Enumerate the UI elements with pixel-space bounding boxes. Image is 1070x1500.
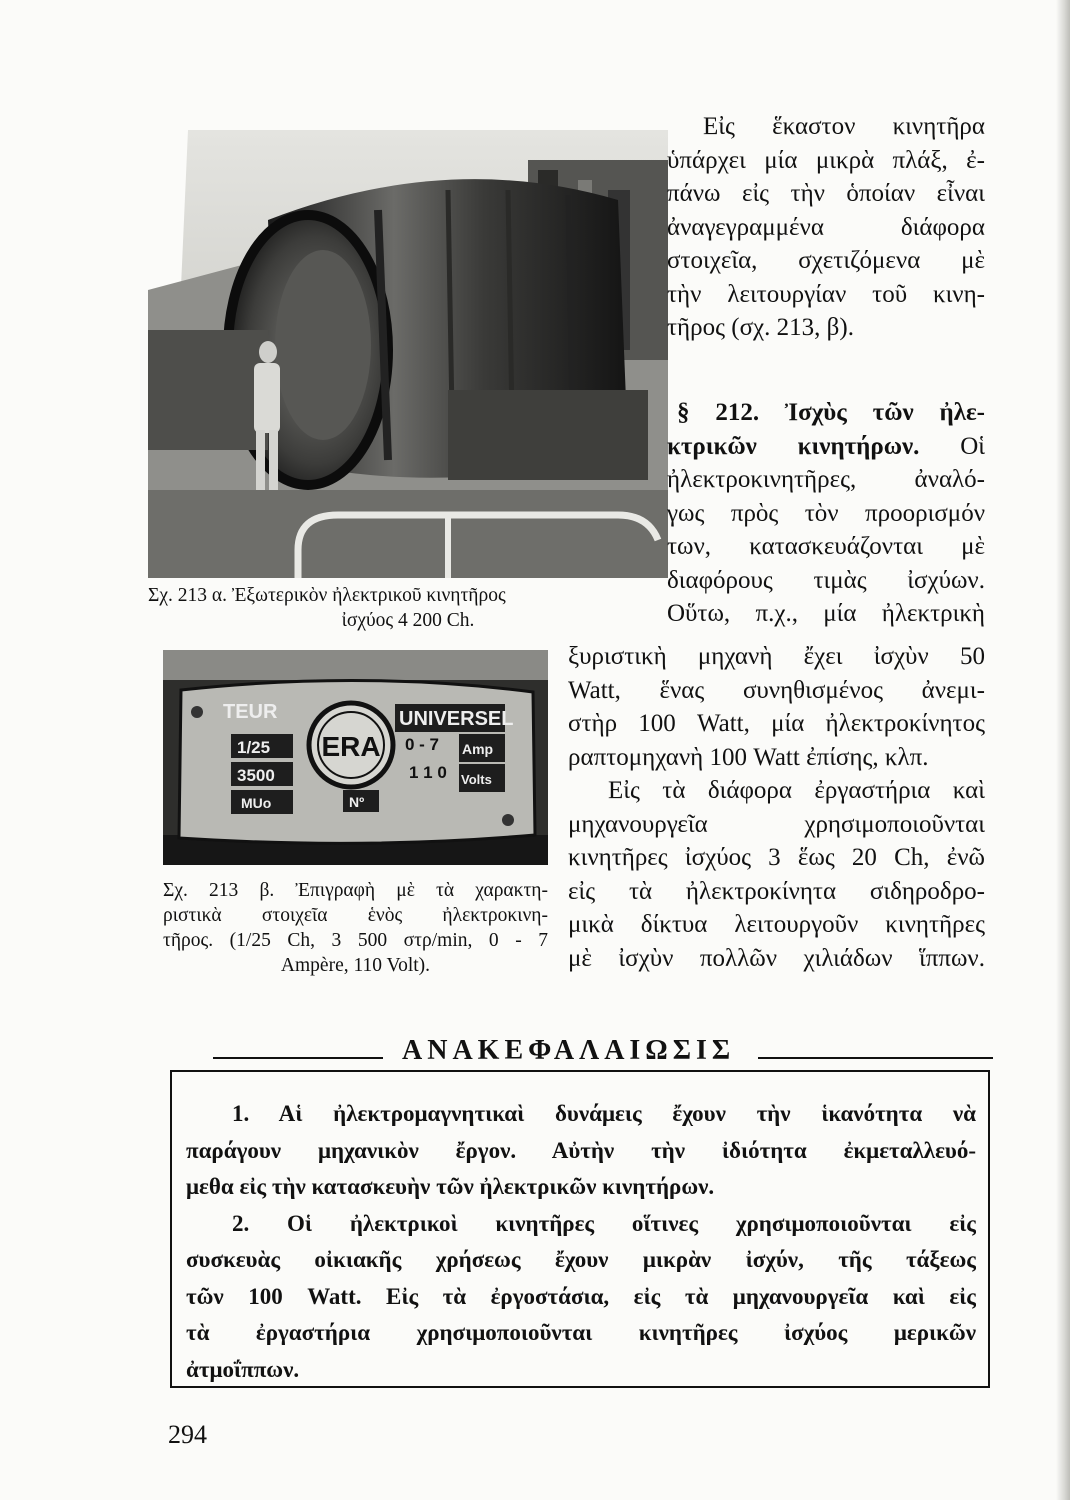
- section-title: Ἰσχὺς τῶν ἠλε-: [785, 399, 985, 426]
- caption-line: Ampère, 110 Volt).: [280, 955, 431, 976]
- plate-muo: MUo: [241, 795, 272, 811]
- nameplate-photo: [163, 650, 548, 865]
- plate-volt-value: 1 1 0: [409, 763, 447, 782]
- intro-paragraph: [667, 110, 985, 345]
- binding-edge: [1056, 0, 1070, 1500]
- text-line: κινητῆρες ἰσχύος 3 ἕως 20 Ch, ἐνῶ: [568, 844, 985, 871]
- heading-rule-left: [213, 1057, 383, 1059]
- section-heading-line: [667, 396, 985, 430]
- text-line: πάνω εἰς τὴν ὁποίαν εἶναι: [667, 180, 985, 207]
- plate-word: UNIVERSEL: [399, 708, 514, 730]
- figure-213a-caption: [148, 583, 668, 633]
- summary-heading: [213, 1035, 993, 1071]
- text-line: ραπτομηχανὴ 100 Watt ἐπίσης, κλπ.: [568, 743, 929, 771]
- text-line: στὴρ 100 Watt, μία ἠλεκτροκίνητος: [568, 710, 985, 737]
- figure-213b-caption: [163, 878, 548, 978]
- text-line: Εἰς ἕκαστον κινητῆρα: [703, 113, 985, 140]
- caption-line: τῆρος. (1/25 Ch, 3 500 στρ/min, 0 - 7: [163, 930, 548, 951]
- plate-brand: ERA: [321, 731, 381, 762]
- caption-line: Σχ. 213 α. Ἐξωτερικὸν ἠλεκτρικοῦ κινητῆρος: [148, 585, 506, 606]
- text-line: γως πρὸς τὸν προορισμόν: [667, 499, 985, 527]
- summary-line: τὰ ἐργαστήρια χρησιμοποιοῦνται κινητῆρες ἰσχύος μερικῶν: [186, 1320, 976, 1345]
- summary-line: τῶν 100 Watt. Εἰς τὰ ἐργοστάσια, εἰς τὰ μηχανουργεῖα καὶ εἰς: [186, 1283, 976, 1309]
- summary-line: συσκευὰς οἰκιακῆς χρήσεως ἔχουν μικρὰν ἰσχύν, τῆς τάξεως: [186, 1247, 976, 1272]
- text-line: τῆρος (σχ. 213, β).: [667, 314, 854, 341]
- text-line: ξυριστικὴ μηχανὴ ἔχει ἰσχὺν 50: [568, 643, 985, 670]
- text-line: Watt, ἕνας συνηθισμένος ἀνεμι-: [568, 676, 985, 704]
- plate-partial-word: TEUR: [223, 701, 278, 723]
- section-number: § 212.: [677, 399, 760, 426]
- summary-line: 1. Αἱ ἠλεκτρομαγνητικαὶ δυνάμεις ἔχουν τὴν ἱκανότητα νὰ: [232, 1101, 976, 1126]
- text-line: των, κατασκευάζονται μὲ: [667, 533, 985, 560]
- text-line: διαφόρους τιμὰς ἰσχύων.: [667, 566, 985, 594]
- page-number: 294: [168, 1420, 207, 1449]
- summary-line: παράγουν μηχανικὸν ἔργον. Αὐτὴν τὴν ἰδιότητα ἐκμεταλλευό-: [186, 1137, 976, 1163]
- caption-line: ἰσχύος 4 200 Ch.: [341, 610, 475, 631]
- text-fragment: Οἱ: [960, 432, 985, 460]
- nameplate-illustration: [163, 650, 548, 865]
- summary-title: ΑΝΑΚΕΦΑΛΑΙΩΣΙΣ: [402, 1035, 736, 1066]
- summary-line: 2. Οἱ ἠλεκτρικοὶ κινητῆρες οἵτινες χρησιμοποιοῦνται εἰς: [232, 1210, 976, 1236]
- text-line: στοιχεῖα, σχετιζόμενα μὲ: [667, 247, 985, 274]
- motor-photo: [148, 130, 668, 578]
- text-line: Εἰς τὰ διάφορα ἐργαστήρια καὶ: [608, 777, 985, 804]
- caption-line: ριστικὰ στοιχεῖα ἑνὸς ἠλεκτροκινη-: [163, 905, 548, 926]
- text-line: μηχανουργεῖα χρησιμοποιοῦνται: [568, 810, 985, 838]
- text-line: μὲ ἰσχὺν πολλῶν χιλιάδων ἵππων.: [568, 944, 985, 972]
- text-line: ἠλεκτροκινητῆρες, ἀναλό-: [667, 466, 985, 493]
- plate-rpm: 3500: [237, 766, 275, 785]
- plate-amp-unit: Amp: [462, 741, 494, 757]
- plate-volt-unit: Volts: [461, 772, 492, 787]
- text-line: ὑπάρχει μία μικρὰ πλάξ, ἐ-: [667, 146, 985, 174]
- section-212-continuation: [568, 640, 985, 975]
- plate-amp-value: 0 - 7: [405, 735, 440, 754]
- text-line: τὴν λειτουργίαν τοῦ κινη-: [667, 280, 985, 308]
- text-line: εἰς τὰ ἠλεκτροκίνητα σιδηροδρο-: [568, 877, 985, 905]
- text-line: Οὕτω, π.χ., μία ἠλεκτρικὴ: [667, 600, 985, 627]
- text-line: μικὰ δίκτυα λειτουργοῦν κινητῆρες: [568, 911, 985, 938]
- section-heading-line: [667, 430, 985, 464]
- plate-no-label: Nº: [349, 794, 365, 810]
- section-212-paragraph: [667, 396, 985, 631]
- summary-line: μεθα εἰς τὴν κατασκευὴν τῶν ἠλεκτρικῶν κινητήρων.: [186, 1174, 715, 1199]
- section-title: κτρικῶν κινητήρων.: [667, 432, 920, 460]
- caption-line: Σχ. 213 β. Ἐπιγραφὴ μὲ τὰ χαρακτη-: [163, 880, 548, 901]
- text-line: ἀναγεγραμμένα διάφορα: [667, 213, 985, 241]
- summary-line: ἀτμοΐππων.: [186, 1356, 300, 1382]
- plate-ratio: 1/25: [237, 738, 271, 757]
- motor-illustration: [148, 130, 668, 578]
- summary-text: [186, 1096, 976, 1388]
- heading-rule-right: [758, 1057, 993, 1059]
